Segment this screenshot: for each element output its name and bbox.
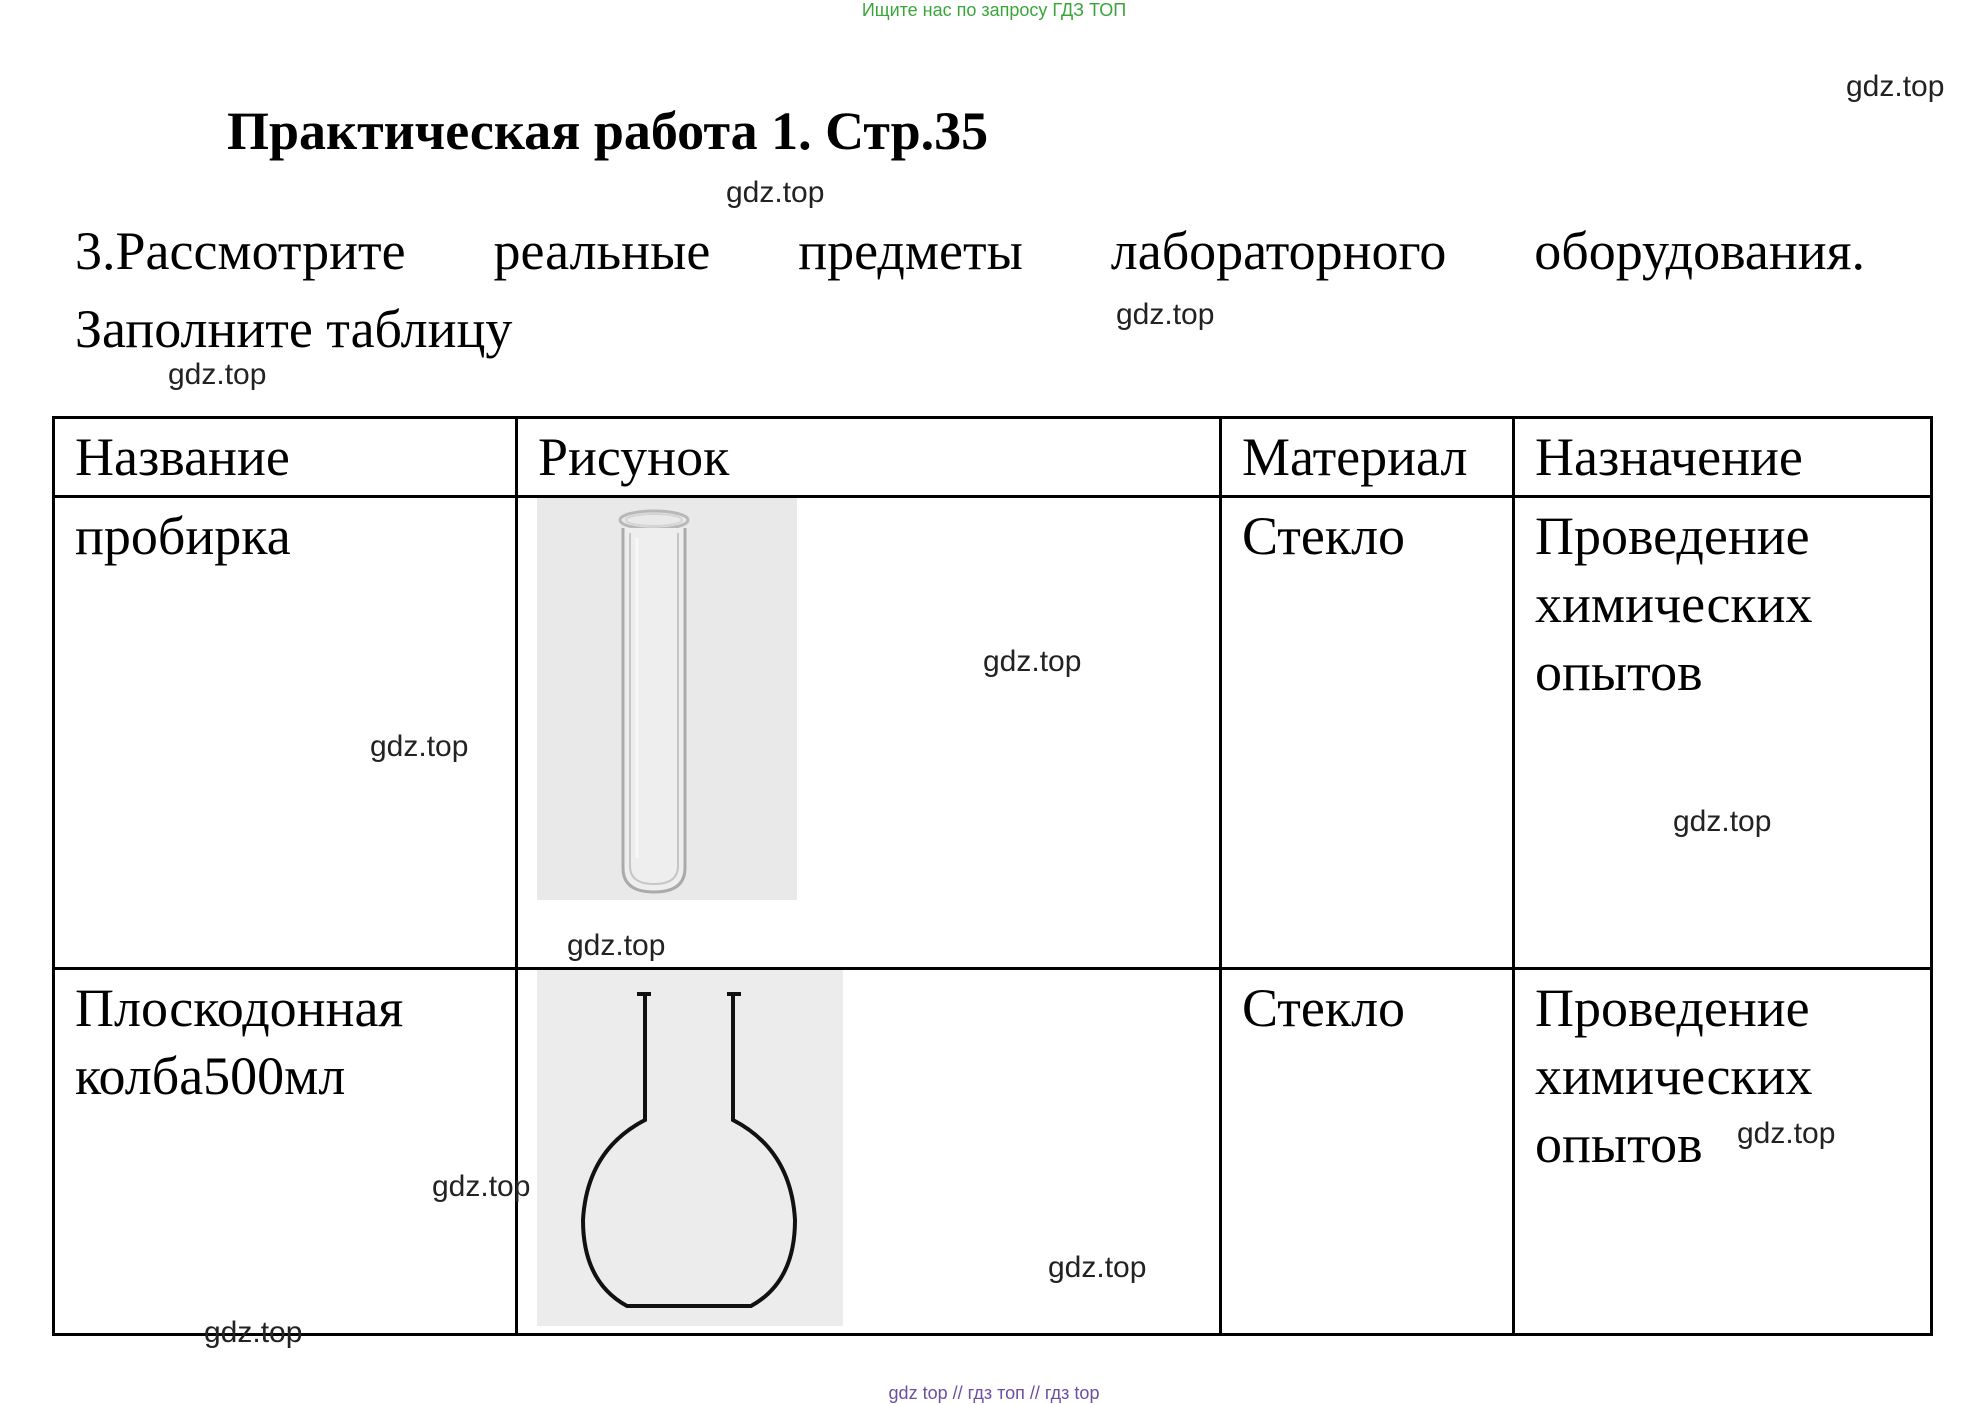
cell-material: Стекло (1221, 969, 1514, 1335)
task-word: лабораторного (1110, 221, 1447, 281)
watermark: gdz.top (370, 730, 469, 763)
header-name: Название (54, 418, 517, 497)
watermark: gdz.top (432, 1170, 531, 1203)
task-text-line2: Заполните таблицу (75, 299, 513, 359)
equipment-table (52, 416, 1933, 1336)
task-word: предметы (798, 221, 1023, 281)
flat-bottom-flask-icon (537, 970, 843, 1326)
cell-purpose (1514, 497, 1932, 969)
cell-name: пробирка (54, 497, 517, 969)
name-text: Плоскодонная колба500мл (75, 978, 404, 1106)
header-picture: Рисунок (517, 418, 1221, 497)
watermark: gdz.top (1673, 805, 1772, 838)
header-purpose: Назначение (1514, 418, 1932, 497)
task-word: реальные (493, 221, 711, 281)
watermark: gdz.top (204, 1316, 303, 1349)
watermark: gdz.top (1846, 70, 1945, 103)
watermark: gdz.top (1737, 1117, 1836, 1150)
watermark: gdz.top (168, 358, 267, 391)
cell-picture (517, 969, 1221, 1335)
watermark: gdz.top (1048, 1251, 1147, 1284)
cell-material: Стекло (1221, 497, 1514, 969)
cell-name (54, 969, 531, 1335)
cell-purpose (1514, 969, 1932, 1335)
purpose-text: Проведение химических опытов (1535, 506, 1813, 702)
page-title: Практическая работа 1. Стр.35 (227, 101, 989, 161)
table-header-row (54, 418, 1932, 497)
purpose-text: Проведение химических опытов (1535, 978, 1813, 1174)
top-banner: Ищите нас по запросу ГДЗ ТОП (861, 0, 1127, 20)
task-word: 3.Рассмотрите (75, 221, 406, 281)
bottom-banner: gdz top // гдз топ // гдз top (888, 1383, 1100, 1403)
cell-picture (517, 497, 1221, 969)
task-word: оборудования. (1534, 221, 1865, 281)
test-tube-icon (537, 498, 797, 900)
watermark: gdz.top (567, 929, 666, 962)
watermark: gdz.top (1116, 298, 1215, 331)
table-row (54, 497, 1932, 969)
table-row (54, 969, 1932, 1335)
header-material: Материал (1221, 418, 1514, 497)
watermark: gdz.top (726, 176, 825, 209)
watermark: gdz.top (983, 645, 1082, 678)
task-text-line1 (75, 220, 1865, 282)
